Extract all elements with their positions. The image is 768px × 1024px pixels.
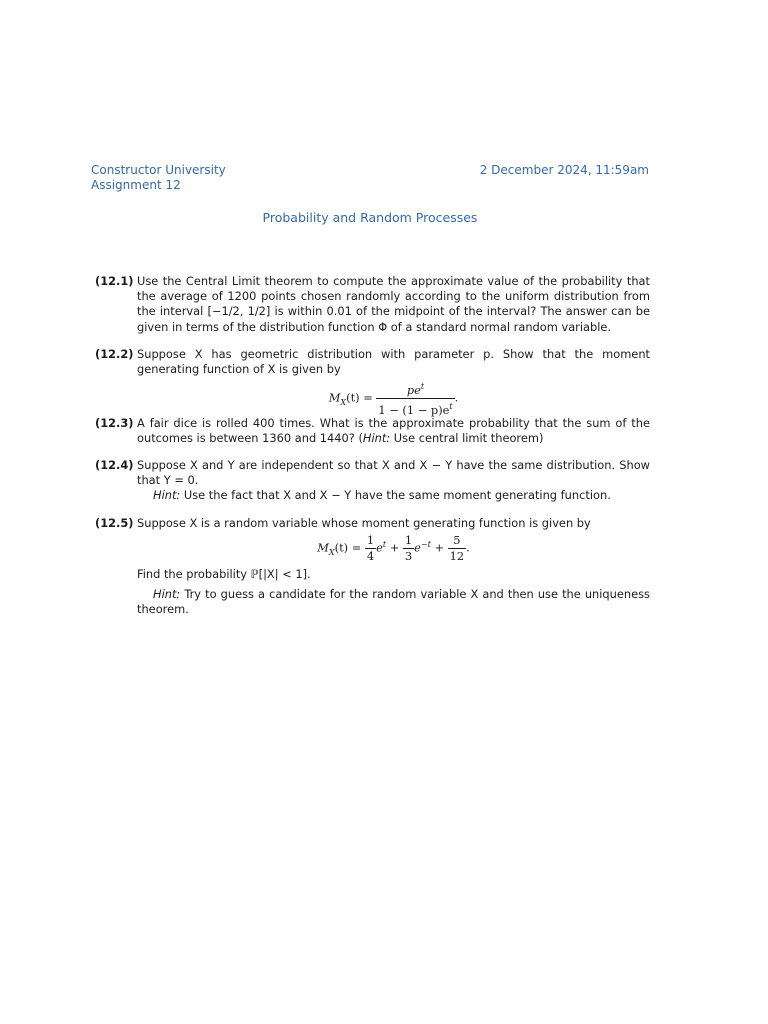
problem-text: Use the Central Limit theorem to compute the approximate value of the probability that the average of 1200 points chosen randomly according to the uniform distribution from the interval [−1/2, 1/2] is within 0.01 of the midpoint of the interval? The answer can be given in terms of the distribution function Φ of a standard normal random variable. bbox=[137, 274, 650, 334]
fraction: $\frac{pe^t}{1 - (1 - p)e^t}$ bbox=[376, 379, 454, 418]
problem-12-1 bbox=[95, 274, 650, 335]
problem-number: (12.2) bbox=[95, 347, 134, 361]
due-date: 2 December 2024, 11:59am bbox=[479, 163, 649, 177]
header-left bbox=[91, 163, 226, 193]
hint-label: Hint: bbox=[362, 431, 391, 446]
problem-text: A fair dice is rolled 400 times. What is the approximate probability that the sum of the outcomes is between 1360 and 1440? (Hint: Use central limit theorem) bbox=[137, 416, 650, 446]
problem-number: (12.1) bbox=[95, 274, 134, 288]
problem-question: Find the probability ℙ[|X| < 1]. bbox=[137, 566, 311, 581]
mgf-formula: $M_X(t)$ = $\frac{pe^t}{1 - (1 - p)e^t}$ . bbox=[137, 379, 650, 418]
problem-12-3 bbox=[95, 416, 650, 446]
hint-label: Hint: bbox=[153, 488, 181, 503]
hint-label: Hint: bbox=[153, 586, 181, 601]
problem-text: Suppose X has geometric distribution with parameter p. Show that the moment generating function of X is given by bbox=[137, 347, 650, 377]
problem-12-2 bbox=[95, 347, 650, 420]
hint: Hint: Try to guess a candidate for the random variable X and then use the uniqueness theorem. bbox=[137, 586, 650, 617]
problem-12-4 bbox=[95, 458, 650, 504]
problem-text: Suppose X and Y are independent so that X and X − Y have the same distribution. Show that Y = 0. bbox=[137, 458, 650, 488]
mgf-formula: $M_X(t)$ = $\frac{1}{4}$ $e^t$ + $\frac{1}{3}$ $e^{-t}$ + $\frac{5}{12}$ . bbox=[317, 533, 470, 564]
university-name: Constructor University bbox=[91, 163, 226, 177]
hint: Hint: Use the fact that X and X − Y have the same moment generating function. bbox=[153, 488, 611, 503]
problem-text: Suppose X is a random variable whose moment generating function is given by bbox=[137, 516, 591, 530]
course-title: Probability and Random Processes bbox=[262, 210, 478, 225]
problem-number: (12.3) bbox=[95, 416, 134, 430]
problem-number: (12.5) bbox=[95, 516, 134, 530]
problem-number: (12.4) bbox=[95, 458, 134, 472]
assignment-title: Assignment 12 bbox=[91, 178, 181, 192]
problem-12-5 bbox=[95, 516, 650, 617]
